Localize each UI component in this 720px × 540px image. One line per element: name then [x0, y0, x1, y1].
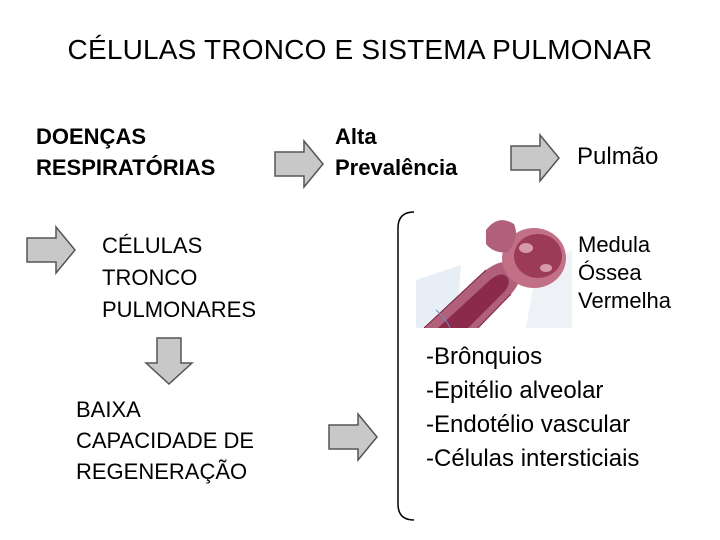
- right-arrow-icon: [26, 226, 76, 274]
- node-line: BAIXA: [76, 397, 141, 422]
- node-line: Prevalência: [335, 155, 458, 180]
- node-doencas-respiratorias: [36, 121, 215, 183]
- node-line: REGENERAÇÃO: [76, 459, 248, 484]
- node-line: RESPIRATÓRIAS: [36, 155, 216, 180]
- node-line: Alta: [335, 124, 377, 149]
- node-line: CAPACIDADE DE: [76, 428, 255, 453]
- node-line: TRONCO: [102, 265, 198, 290]
- node-line: CÉLULAS: [102, 233, 203, 258]
- list-item: -Células intersticiais: [426, 445, 640, 472]
- cell-type-list: [426, 340, 639, 476]
- right-arrow-icon: [510, 134, 560, 182]
- node-line: Pulmão: [577, 143, 659, 170]
- down-arrow-icon: [145, 337, 193, 385]
- node-celulas-tronco-pulmonares: [102, 230, 256, 326]
- bone-marrow-icon: [416, 210, 572, 328]
- node-line: Medula: [578, 232, 651, 257]
- node-line: PULMONARES: [102, 297, 257, 322]
- right-arrow-icon: [274, 140, 324, 188]
- node-baixa-capacidade: [76, 394, 254, 487]
- node-line: Óssea: [578, 260, 642, 285]
- list-item: -Endotélio vascular: [426, 411, 631, 438]
- node-pulmao: [577, 141, 658, 172]
- node-line: DOENÇAS: [36, 124, 147, 149]
- node-line: Vermelha: [578, 288, 671, 313]
- node-medula-ossea-vermelha: [578, 231, 671, 315]
- node-alta-prevalencia: [335, 121, 457, 183]
- list-item: -Brônquios: [426, 343, 543, 370]
- left-brace: [394, 210, 418, 522]
- slide-title: CÉLULAS TRONCO E SISTEMA PULMONAR: [67, 34, 653, 65]
- right-arrow-icon: [328, 413, 378, 461]
- list-item: -Epitélio alveolar: [426, 377, 604, 404]
